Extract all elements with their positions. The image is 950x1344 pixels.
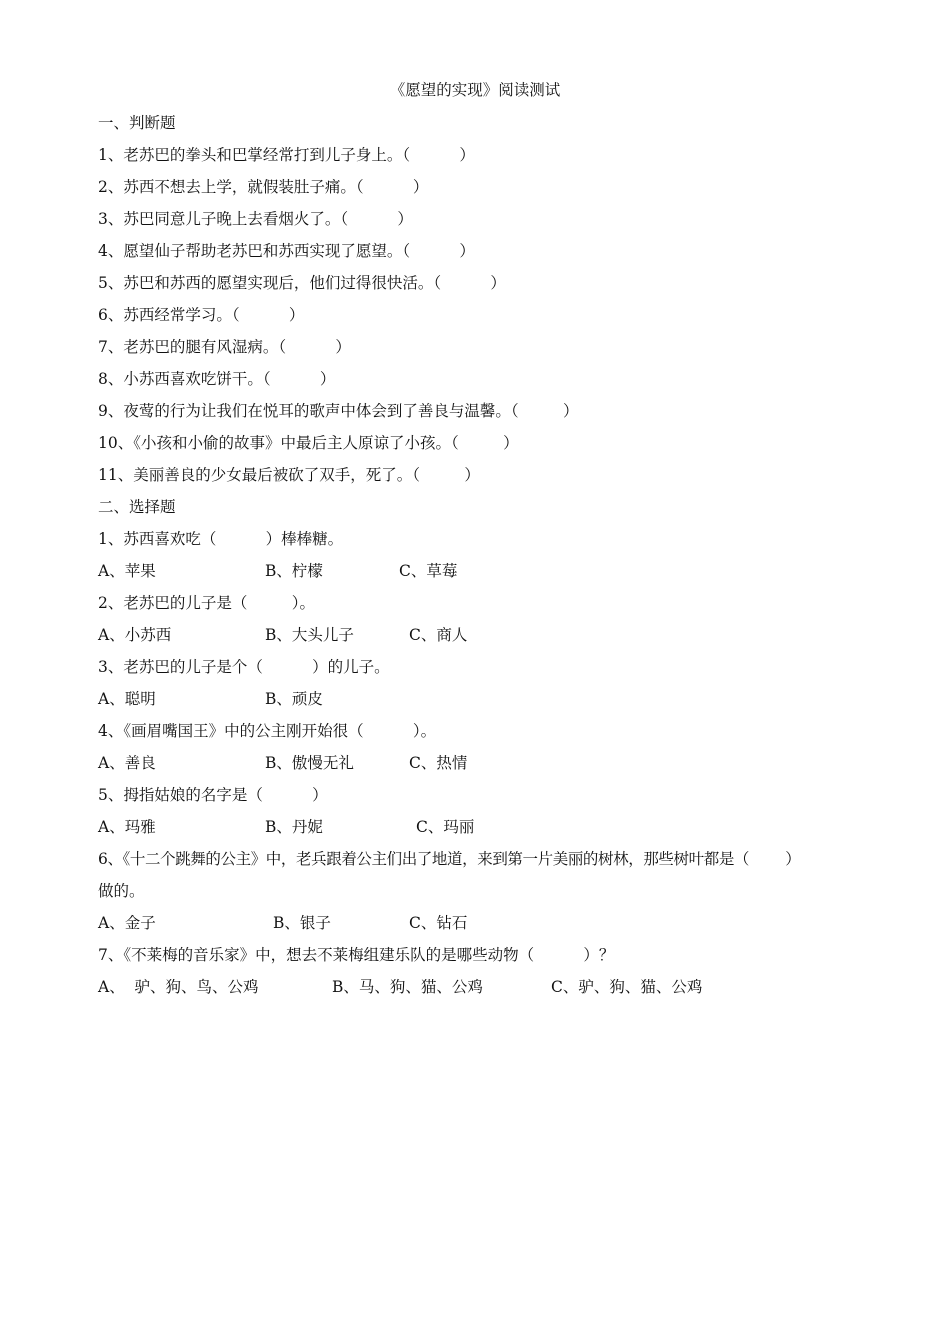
tf-question-5: 5、苏巴和苏西的愿望实现后，他们过得很快活。（ ） xyxy=(98,274,506,292)
mc-question-5: 5、拇指姑娘的名字是（ ） xyxy=(98,786,328,804)
mc4-option-c: C、热情 xyxy=(409,754,468,772)
mc3-option-a: A、聪明 xyxy=(98,690,156,708)
mc-question-2: 2、老苏巴的儿子是（ ）。 xyxy=(98,594,315,612)
mc7-option-a: A、 驴、狗、鸟、公鸡 xyxy=(98,978,259,996)
section-heading-true-false: 一、判断题 xyxy=(98,114,176,132)
mc-question-6: 6、《十二个跳舞的公主》中，老兵跟着公主们出了地道，来到第一片美丽的树林，那些树叶都是（ ） xyxy=(98,850,801,868)
tf-question-2: 2、苏西不想去上学，就假装肚子痛。（ ） xyxy=(98,178,429,196)
mc5-option-b: B、丹妮 xyxy=(265,818,323,836)
mc6-option-a: A、金子 xyxy=(98,914,156,932)
mc-question-4: 4、《画眉嘴国王》中的公主刚开始很（ ）。 xyxy=(98,722,437,740)
mc6-option-b: B、银子 xyxy=(273,914,331,932)
mc-question-1: 1、苏西喜欢吃（ ）棒棒糖。 xyxy=(98,530,344,548)
tf-question-7: 7、老苏巴的腿有风湿病。（ ） xyxy=(98,338,351,356)
document-title: 《愿望的实现》阅读测试 xyxy=(389,81,561,99)
tf-question-4: 4、愿望仙子帮助老苏巴和苏西实现了愿望。（ ） xyxy=(98,242,475,260)
mc5-option-c: C、玛丽 xyxy=(416,818,475,836)
mc1-option-a: A、苹果 xyxy=(98,562,156,580)
mc2-option-a: A、小苏西 xyxy=(98,626,172,644)
tf-question-9: 9、夜莺的行为让我们在悦耳的歌声中体会到了善良与温馨。（ ） xyxy=(98,402,579,420)
mc3-option-b: B、顽皮 xyxy=(265,690,323,708)
tf-question-10: 10、《小孩和小偷的故事》中最后主人原谅了小孩。（ ） xyxy=(98,434,519,452)
mc4-option-b: B、傲慢无礼 xyxy=(265,754,354,772)
mc5-option-a: A、玛雅 xyxy=(98,818,156,836)
mc-question-6-continued: 做的。 xyxy=(98,882,145,900)
mc1-option-c: C、草莓 xyxy=(399,562,458,580)
tf-question-1: 1、老苏巴的拳头和巴掌经常打到儿子身上。（ ） xyxy=(98,146,475,164)
mc6-option-c: C、钻石 xyxy=(409,914,468,932)
mc1-option-b: B、柠檬 xyxy=(265,562,323,580)
tf-question-8: 8、小苏西喜欢吃饼干。（ ） xyxy=(98,370,336,388)
mc7-option-b: B、马、狗、猫、公鸡 xyxy=(332,978,483,996)
mc-question-3: 3、老苏巴的儿子是个（ ）的儿子。 xyxy=(98,658,390,676)
mc2-option-b: B、大头儿子 xyxy=(265,626,354,644)
mc4-option-a: A、善良 xyxy=(98,754,156,772)
section-heading-multiple-choice: 二、选择题 xyxy=(98,498,176,516)
mc7-option-c: C、驴、狗、猫、公鸡 xyxy=(551,978,703,996)
tf-question-11: 11、美丽善良的少女最后被砍了双手，死了。（ ） xyxy=(98,466,480,484)
tf-question-6: 6、苏西经常学习。（ ） xyxy=(98,306,305,324)
mc-question-7: 7、《不莱梅的音乐家》中，想去不莱梅组建乐队的是哪些动物（ ）？ xyxy=(98,946,615,964)
tf-question-3: 3、苏巴同意儿子晚上去看烟火了。（ ） xyxy=(98,210,413,228)
mc2-option-c: C、商人 xyxy=(409,626,468,644)
